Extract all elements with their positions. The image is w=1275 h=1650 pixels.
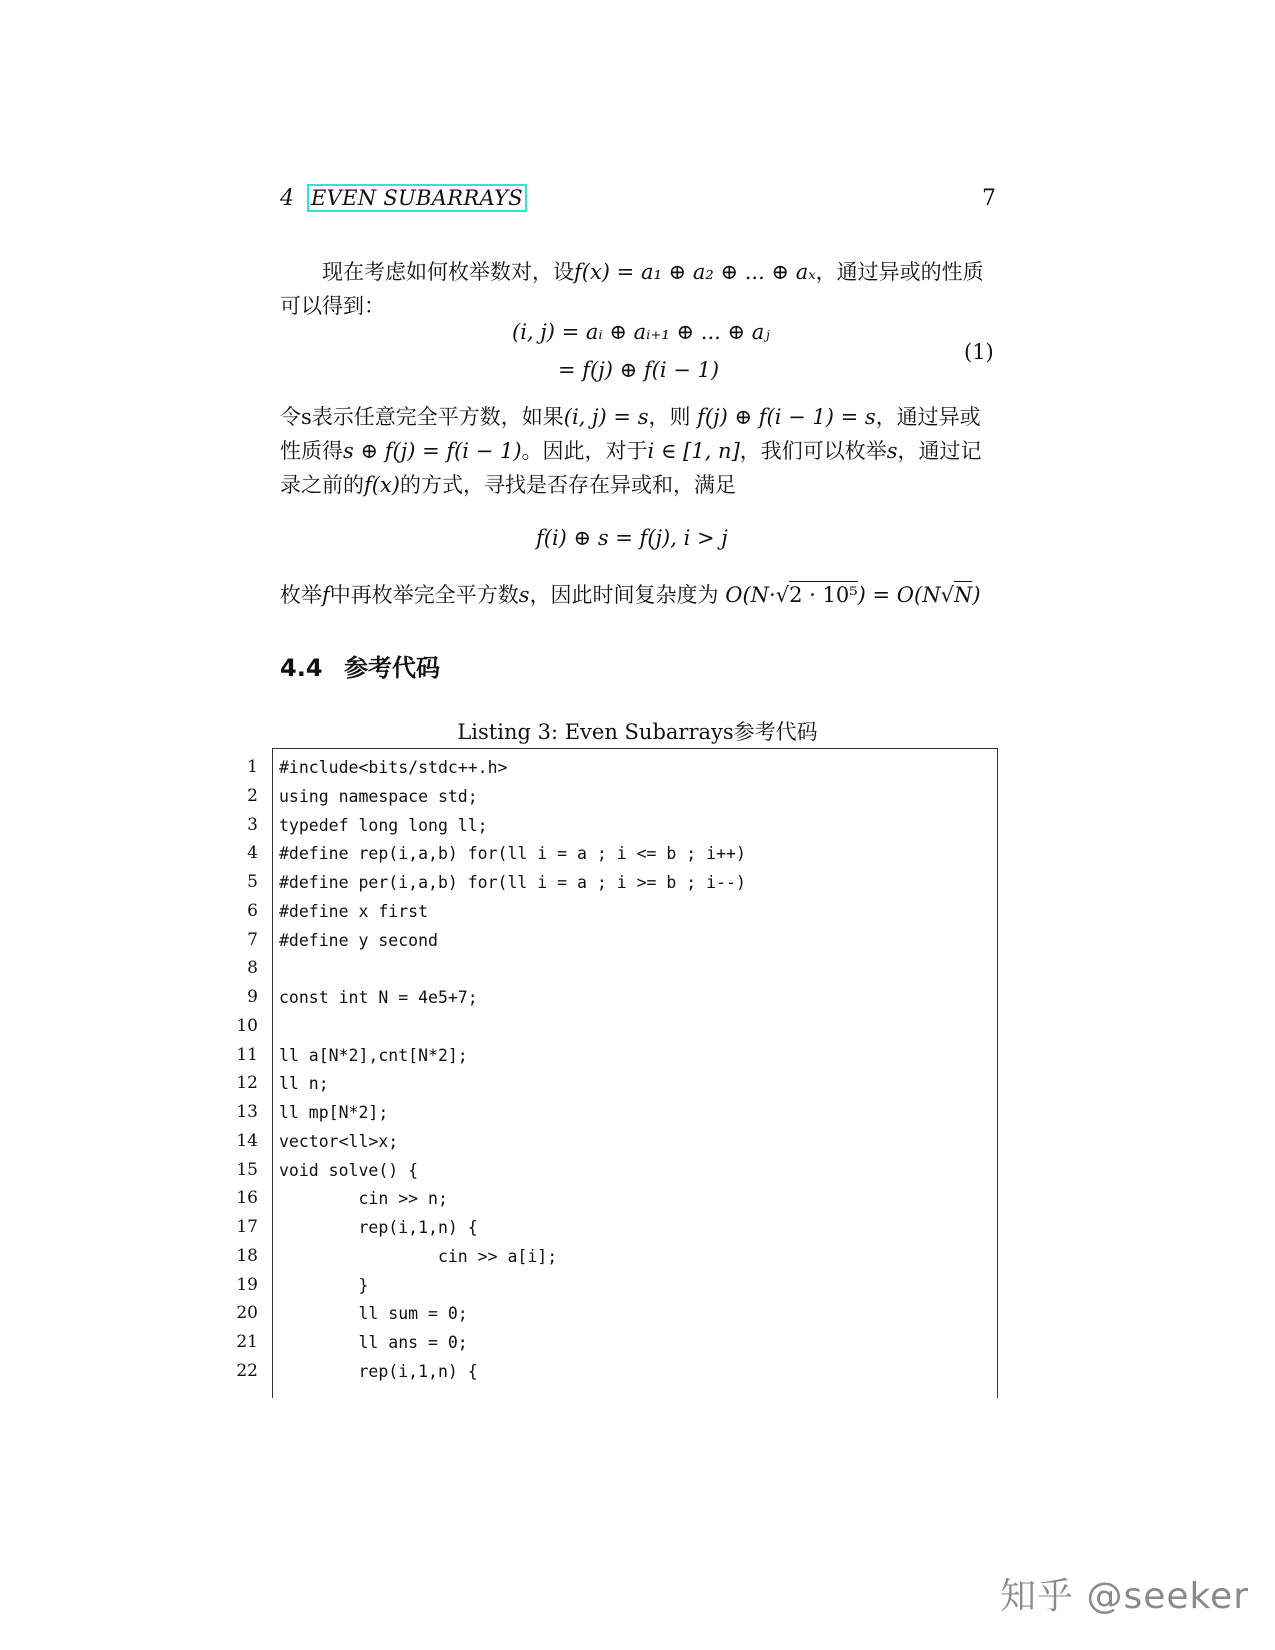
line-number: 2 xyxy=(247,785,258,806)
line-number: 10 xyxy=(236,1015,258,1036)
code-line: #define x first xyxy=(279,901,429,921)
listing-caption: Listing 3: Even Subarrays参考代码 xyxy=(457,720,818,744)
equation2: f(i) ⊕ s = f(j), i > j xyxy=(536,526,728,550)
code-line: #define rep(i,a,b) for(ll i = a ; i <= b ; i++) xyxy=(279,844,746,864)
section-heading xyxy=(280,648,440,683)
section-number: 4.4 xyxy=(280,654,323,682)
line-number: 4 xyxy=(247,843,258,864)
text-run: 枚举 xyxy=(280,583,322,607)
text-run: ，则 xyxy=(648,405,698,429)
section-title: 参考代码 xyxy=(344,654,440,682)
code-line: } xyxy=(279,1275,369,1295)
code-line: ll ans = 0; xyxy=(279,1333,468,1352)
math-run: f(j) ⊕ f(i − 1) = s xyxy=(697,405,876,429)
text-run: ，通过异或性质得 xyxy=(280,405,981,463)
header-section-number: 4 xyxy=(280,186,294,211)
line-number: 20 xyxy=(236,1303,258,1324)
math-run: i ∈ [1, n] xyxy=(647,439,740,463)
sqrt-symbol: √ xyxy=(775,583,790,607)
line-number: 17 xyxy=(236,1217,258,1237)
math-run: f xyxy=(322,583,330,607)
line-number: 12 xyxy=(236,1073,258,1094)
line-number: 3 xyxy=(247,814,258,835)
paragraph-derivation xyxy=(280,400,995,502)
line-number: 18 xyxy=(236,1245,258,1266)
text-run: ，通过异或的性质可以得到： xyxy=(280,260,984,318)
math-run: O(N· xyxy=(725,583,776,607)
watermark: 知乎 @seeker xyxy=(1000,1576,1250,1617)
equation-number: (1) xyxy=(964,340,994,364)
code-line: ll sum = 0; xyxy=(279,1304,468,1324)
line-number: 1 xyxy=(247,757,258,777)
equation1-line2: = f(j) ⊕ f(i − 1) xyxy=(558,358,720,382)
line-number: 5 xyxy=(247,872,258,892)
code-line: cin >> n; xyxy=(279,1189,448,1209)
math-run: s xyxy=(518,583,530,607)
code-line: using namespace std; xyxy=(279,786,478,806)
sqrt-radicand: 2 · 10⁵ xyxy=(789,583,858,607)
text-run: ，我们可以枚举 xyxy=(739,439,887,463)
line-number: 13 xyxy=(236,1102,258,1122)
math-run: ) = O(N xyxy=(857,583,941,607)
line-number: 19 xyxy=(236,1274,258,1295)
sqrt-symbol: √ xyxy=(940,583,954,607)
text-run: 。因此，对于 xyxy=(521,439,648,463)
line-number: 21 xyxy=(236,1332,258,1352)
line-number: 6 xyxy=(247,900,258,921)
code-line: rep(i,1,n) { xyxy=(279,1218,478,1237)
line-number: 16 xyxy=(236,1188,258,1209)
complexity-formula xyxy=(725,581,980,607)
code-line: #define y second xyxy=(279,930,438,950)
code-line: cin >> a[i]; xyxy=(279,1246,558,1266)
math-run: ) xyxy=(972,583,981,607)
line-number: 7 xyxy=(247,929,258,950)
code-line: void solve() { xyxy=(279,1160,419,1180)
code-line: rep(i,1,n) { xyxy=(279,1361,478,1381)
sqrt-radicand: N xyxy=(953,583,973,607)
line-number: 8 xyxy=(247,958,258,979)
text-run: 现在考虑如何枚举数对，设 xyxy=(322,260,574,284)
line-number: 15 xyxy=(236,1159,258,1180)
code-line: ll mp[N*2]; xyxy=(279,1103,389,1122)
formula-f: f(x) = a₁ ⊕ a₂ ⊕ ... ⊕ aₓ xyxy=(574,260,816,284)
line-number: 14 xyxy=(236,1130,258,1151)
math-run: f(x) xyxy=(364,473,401,497)
code-line: vector<ll>x; xyxy=(279,1131,399,1151)
math-run: (i, j) = s xyxy=(563,405,649,429)
line-number: 22 xyxy=(236,1360,258,1381)
text-run: ，因此时间复杂度为 xyxy=(529,583,726,607)
line-number: 9 xyxy=(247,987,258,1007)
paragraph-complexity xyxy=(280,578,1020,612)
text-run: 中再枚举完全平方数 xyxy=(329,583,519,607)
code-line: ll a[N*2],cnt[N*2]; xyxy=(279,1045,468,1065)
line-number: 11 xyxy=(236,1044,258,1065)
paragraph-intro xyxy=(280,255,995,323)
code-line: typedef long long ll; xyxy=(279,815,488,835)
page-number: 7 xyxy=(982,186,996,211)
text-run: ，通过记录之前的 xyxy=(280,439,982,497)
code-line: #include<bits/stdc++.h> xyxy=(279,758,508,777)
text-run: 的方式，寻找是否存在异或和，满足 xyxy=(400,473,737,497)
header-section-link[interactable]: EVEN SUBARRAYS xyxy=(311,186,523,210)
code-line: #define per(i,a,b) for(ll i = a ; i >= b ; i--) xyxy=(279,873,746,892)
code-line: ll n; xyxy=(279,1074,329,1094)
math-run: s ⊕ f(j) = f(i − 1) xyxy=(343,439,522,463)
math-run: s xyxy=(886,439,898,463)
equation1-line1: (i, j) = aᵢ ⊕ aᵢ₊₁ ⊕ ... ⊕ aⱼ xyxy=(512,320,770,344)
text-run: 令s表示任意完全平方数，如果 xyxy=(280,405,564,429)
code-line: const int N = 4e5+7; xyxy=(279,988,478,1007)
